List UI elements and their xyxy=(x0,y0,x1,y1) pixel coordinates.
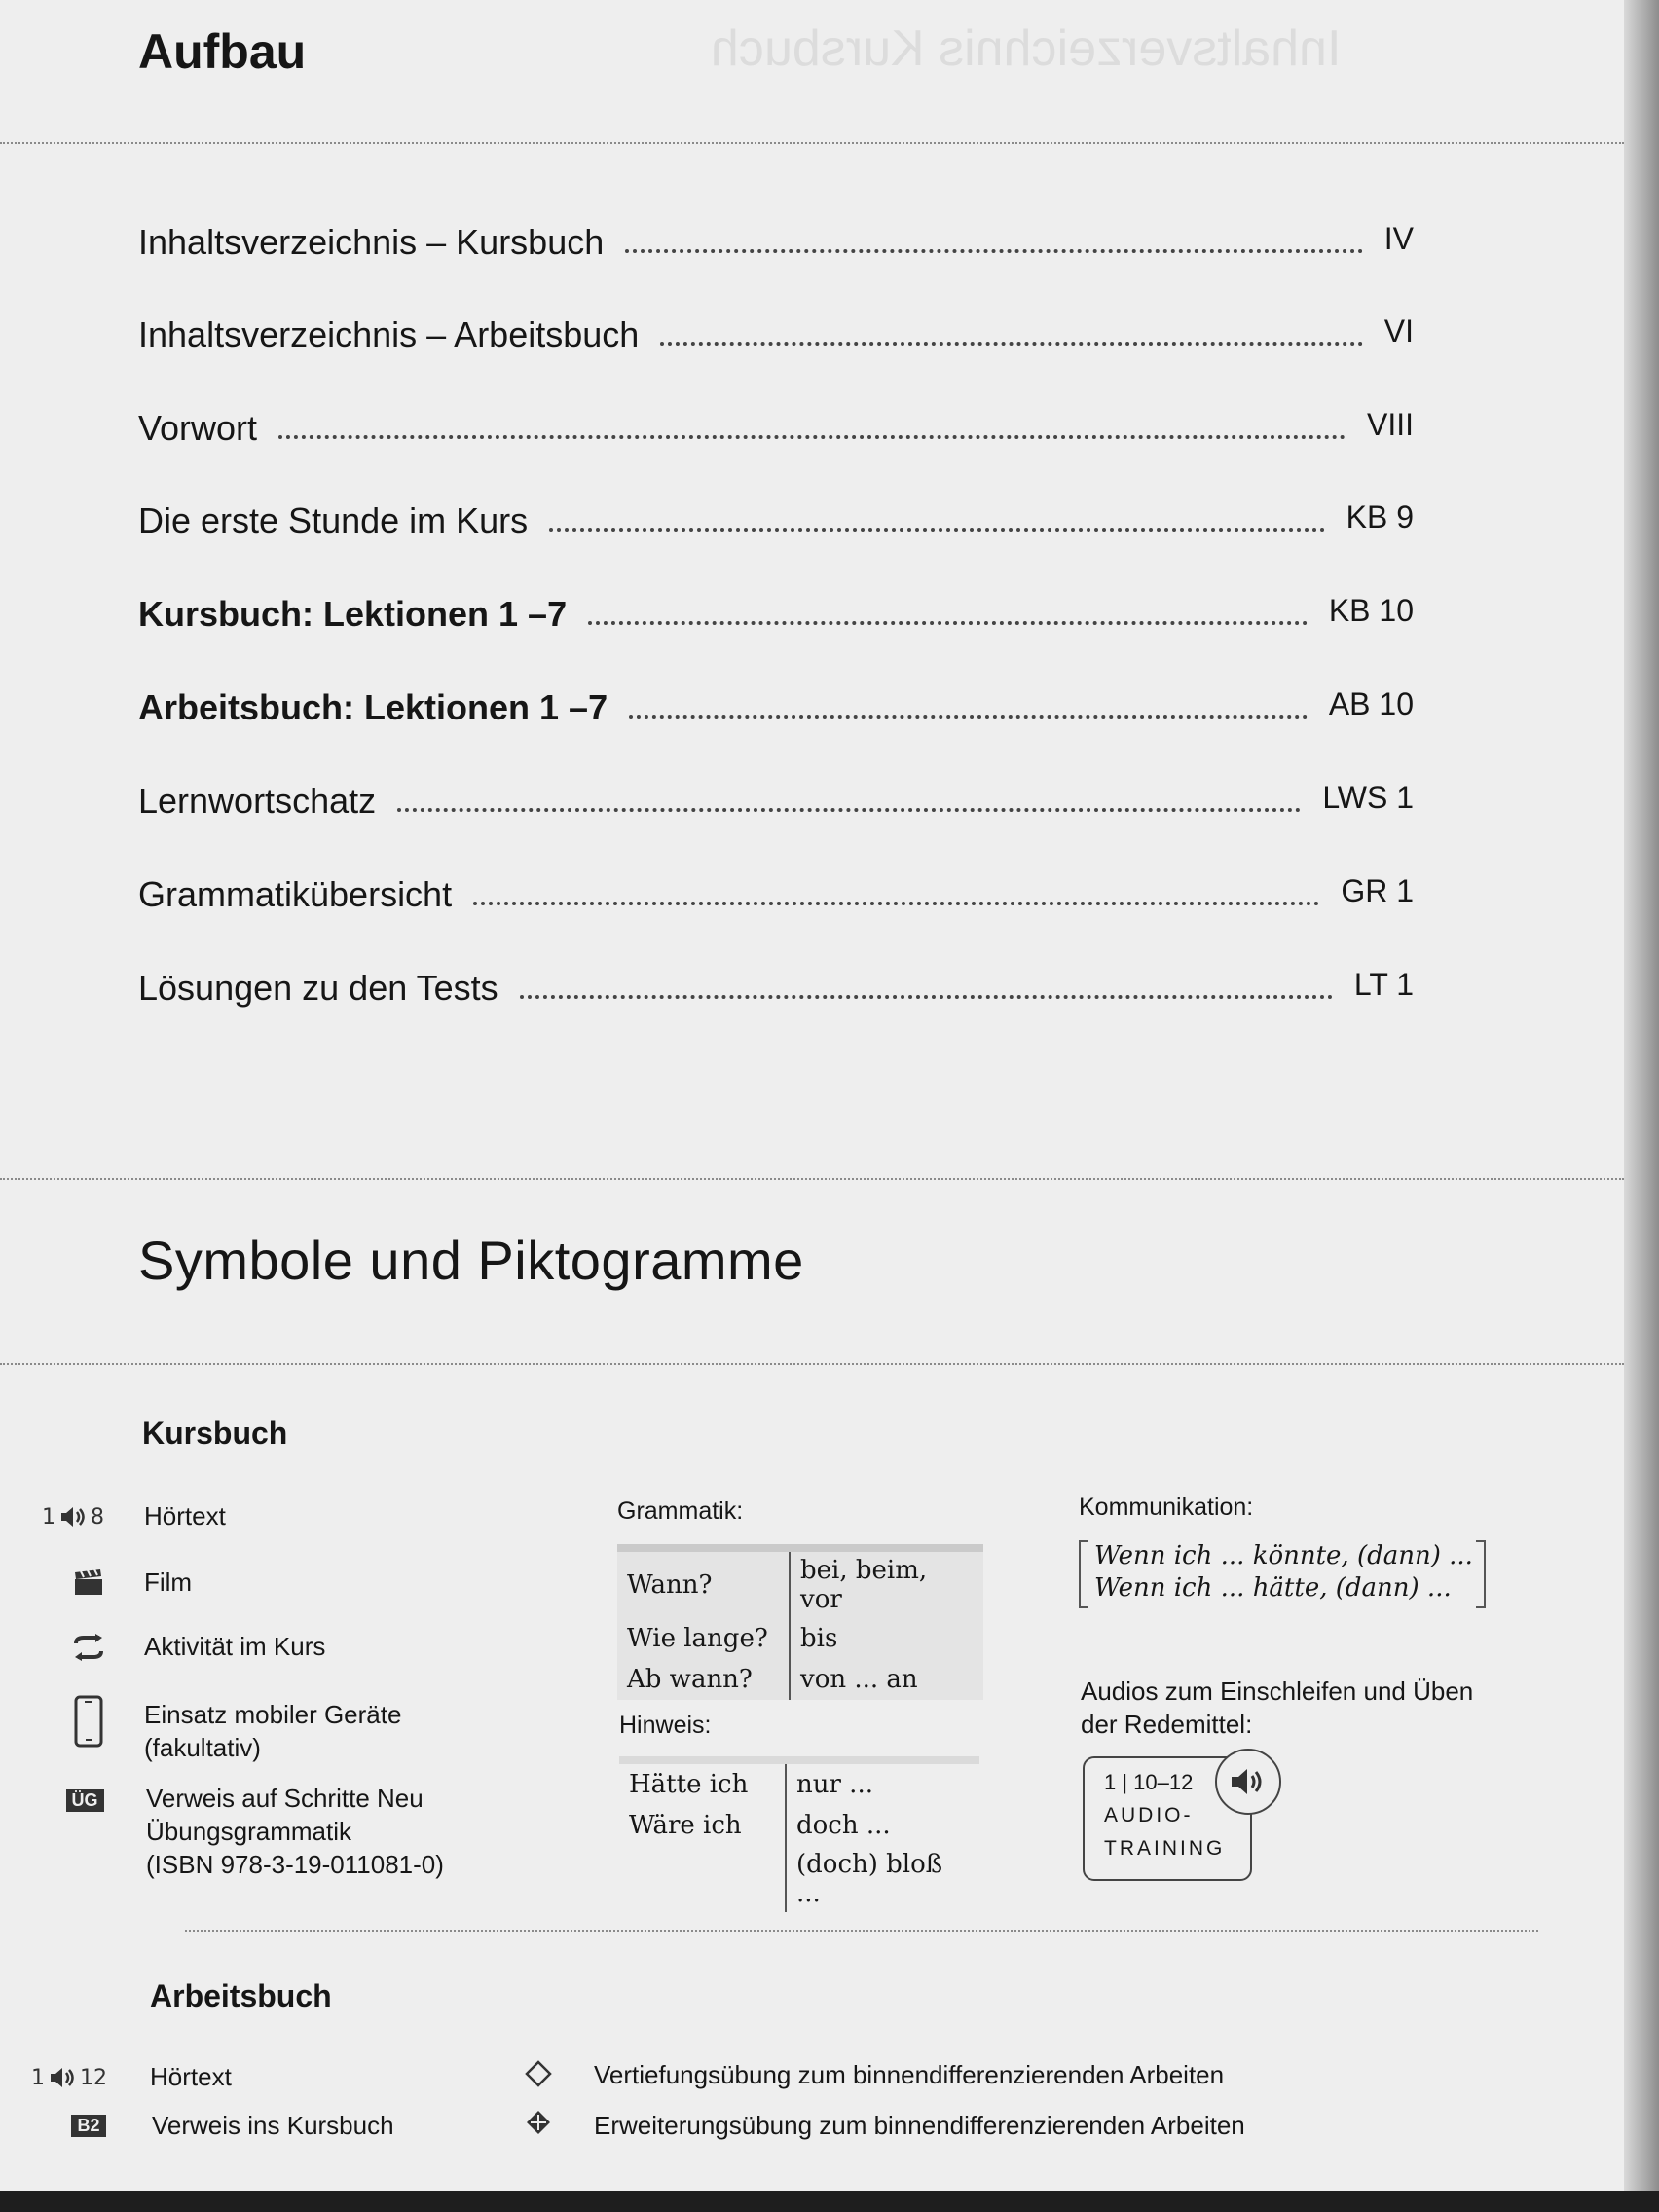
hinweis-label: Hinweis: xyxy=(619,1712,712,1739)
ug-badge-icon: ÜG xyxy=(41,1784,129,1817)
kommunikation-box xyxy=(1079,1540,1486,1604)
exchange-arrows-icon xyxy=(45,1630,132,1665)
page-edge-shadow xyxy=(1624,0,1659,2212)
speaker-icon: 1 12 xyxy=(31,2065,107,2090)
toc-page: LT 1 xyxy=(1353,967,1414,1002)
bottom-edge xyxy=(0,2191,1659,2212)
legend-text: Aktivität im Kurs xyxy=(144,1632,326,1661)
toc-leader xyxy=(397,808,1301,812)
table-cell: doch ... xyxy=(796,1811,891,1840)
legend-text: Verweis auf Schritte Neu Übungsgrammatik (ISBN 978-3-19-011081-0) xyxy=(146,1784,444,1879)
audio-numbers: 1 | 10–12 xyxy=(1104,1770,1194,1794)
mobile-phone-icon xyxy=(45,1694,132,1749)
table-cell: (doch) bloß ... xyxy=(796,1850,943,1908)
table-row xyxy=(617,1552,983,1618)
divider-middle xyxy=(0,1178,1624,1180)
toc-title: Grammatikübersicht xyxy=(138,874,453,914)
legend-text: Erweiterungsübung zum binnendifferenzierenden Arbeiten xyxy=(594,2111,1245,2140)
toc-row[interactable] xyxy=(138,390,1414,449)
toc-page: VI xyxy=(1383,313,1414,349)
kommunikation-line: Wenn ich ... könnte, (dann) ... xyxy=(1094,1541,1473,1570)
divider-arbeitsbuch xyxy=(185,1930,1538,1932)
legend-text: Vertiefungsübung zum binnendifferenzierenden Arbeiten xyxy=(594,2060,1225,2089)
speaker-icon xyxy=(1215,1749,1281,1815)
toc-leader xyxy=(473,902,1319,905)
toc-row[interactable] xyxy=(138,670,1414,728)
toc-title: Inhaltsverzeichnis – Kursbuch xyxy=(138,222,605,262)
toc-row[interactable] xyxy=(138,763,1414,822)
kommunikation-line: Wenn ich ... hätte, (dann) ... xyxy=(1094,1573,1452,1603)
audio-training-label: AUDIO- TRAINING xyxy=(1104,1804,1226,1860)
arbeitsbuch-heading: Arbeitsbuch xyxy=(150,1978,332,2013)
legend-text: Hörtext xyxy=(144,1501,226,1530)
toc-row[interactable] xyxy=(138,576,1414,635)
toc-page: LWS 1 xyxy=(1322,780,1414,815)
kommunikation-label: Kommunikation: xyxy=(1079,1493,1254,1521)
legend-text: Hörtext xyxy=(150,2062,232,2091)
toc-page: KB 10 xyxy=(1328,593,1414,628)
audio-label: Audios zum Einschleifen und Üben der Redemittel: xyxy=(1081,1677,1474,1739)
toc-leader xyxy=(278,435,1346,439)
table-cell: bis xyxy=(800,1624,838,1653)
table-cell: von ... an xyxy=(800,1665,918,1694)
toc-leader xyxy=(660,342,1362,346)
toc-page: IV xyxy=(1383,221,1414,256)
grammatik-label: Grammatik: xyxy=(617,1497,744,1525)
grammatik-table xyxy=(617,1544,983,1700)
toc-row[interactable] xyxy=(138,483,1414,541)
divider-symbole xyxy=(0,1363,1624,1365)
table-cell: Wäre ich xyxy=(619,1805,786,1846)
table-cell xyxy=(619,1846,786,1912)
table-cell: Hätte ich xyxy=(619,1764,786,1805)
toc-leader xyxy=(625,249,1363,253)
table-row xyxy=(619,1846,979,1912)
toc-row[interactable] xyxy=(138,297,1414,355)
table-cell: bei, beim, vor xyxy=(800,1556,928,1614)
toc-title: Kursbuch: Lektionen 1 –7 xyxy=(138,594,568,634)
b2-badge-icon: B2 xyxy=(45,2109,132,2142)
table-row xyxy=(617,1618,983,1659)
toc-leader xyxy=(549,528,1324,532)
toc-title: Lernwortschatz xyxy=(138,781,377,821)
toc-row[interactable] xyxy=(138,204,1414,263)
table-cell: Wie lange? xyxy=(617,1618,790,1659)
toc-title: Arbeitsbuch: Lektionen 1 –7 xyxy=(138,687,608,727)
toc-leader xyxy=(520,995,1333,999)
hinweis-table xyxy=(619,1756,979,1912)
diamond-filled-icon xyxy=(495,2105,582,2140)
divider-top xyxy=(0,142,1624,144)
toc-leader xyxy=(629,715,1308,719)
toc-page: VIII xyxy=(1366,407,1414,442)
toc-page: AB 10 xyxy=(1328,686,1414,721)
film-clapper-icon xyxy=(45,1566,132,1601)
table-cell: nur ... xyxy=(796,1770,873,1799)
symbole-heading: Symbole und Piktogramme xyxy=(138,1230,804,1291)
kursbuch-heading: Kursbuch xyxy=(142,1416,288,1451)
legend-text: Einsatz mobiler Geräte (fakultativ) xyxy=(144,1700,402,1762)
toc-page: KB 9 xyxy=(1346,499,1414,535)
toc-title: Lösungen zu den Tests xyxy=(138,968,498,1008)
legend-text: Verweis ins Kursbuch xyxy=(152,2111,394,2140)
toc-leader xyxy=(588,621,1308,625)
table-cell: Ab wann? xyxy=(617,1659,790,1700)
diamond-outline-icon xyxy=(495,2056,582,2091)
toc-page: GR 1 xyxy=(1341,873,1414,908)
table-row xyxy=(617,1659,983,1700)
toc-title: Die erste Stunde im Kurs xyxy=(138,500,529,540)
table-row xyxy=(619,1764,979,1805)
table-row xyxy=(619,1805,979,1846)
toc-row[interactable] xyxy=(138,950,1414,1009)
speaker-icon: 1 8 xyxy=(42,1504,104,1530)
legend-text: Film xyxy=(144,1567,193,1597)
toc-row[interactable] xyxy=(138,857,1414,915)
table-cell: Wann? xyxy=(617,1552,790,1618)
show-through-text: Inhaltsverzeichnis Kursbuch xyxy=(711,20,1342,77)
toc-title: Inhaltsverzeichnis – Arbeitsbuch xyxy=(138,314,640,354)
toc-title: Vorwort xyxy=(138,408,258,448)
aufbau-heading: Aufbau xyxy=(138,24,307,79)
